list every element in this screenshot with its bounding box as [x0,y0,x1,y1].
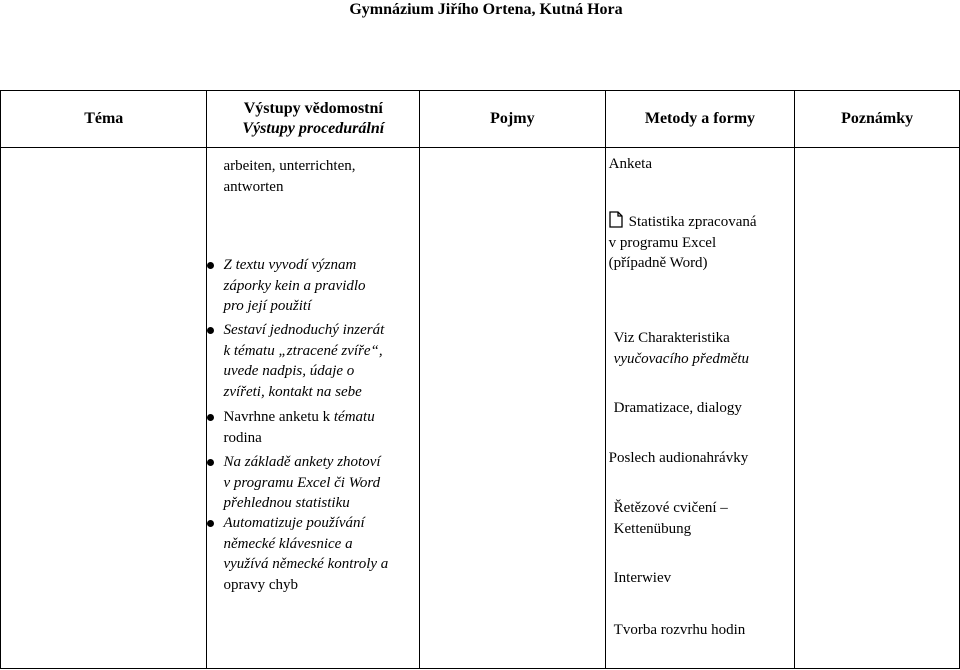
school-title: Gymnázium Jiřího Ortena, Kutná Hora [349,1,623,18]
table-row [1,148,960,669]
metody-dramatizace: Dramatizace, dialogy [613,400,742,416]
viz-line: vyučovacího předmětu [613,350,750,367]
vystupy-intro [223,156,355,197]
statistika-line: v programu Excel [608,234,717,251]
item-line: záporky kein a pravidlo [223,277,366,294]
metody-cell [605,148,795,669]
item-line: pro její použití [223,298,312,314]
bullet-icon [207,520,214,527]
bullet-icon [207,414,214,421]
retezove-line: Řetězové cvičení – [613,500,728,516]
vystupy-header-line2: Výstupy procedurální [242,120,385,137]
poznamky-cell [795,148,960,669]
item-line: Na základě ankety zhotoví [223,454,381,470]
retezove-line: Kettenübung [613,520,692,537]
list-item [223,320,384,402]
vystupy-header-line1: Výstupy vědomostní [243,100,383,117]
curriculum-table [0,90,960,669]
table-header-row [1,91,960,148]
list-item [223,452,380,514]
statistika-line: (případně Word) [608,255,708,271]
tema-cell [1,148,207,669]
metody-poslech: Poslech audionahrávky [608,450,749,466]
item-text-italic: tématu [333,409,375,425]
metody-interview: Interwiev [613,570,672,586]
statistika-line [609,211,757,233]
intro-line: antworten [223,178,284,195]
metody-retezove [614,498,728,539]
pojmy-cell [420,148,606,669]
item-line: využívá německé kontroly a [223,556,389,572]
item-line: Automatizuje používání [223,515,365,531]
column-header-pojmy: Pojmy [420,91,606,148]
list-item [223,255,365,317]
bullet-icon [207,327,214,334]
item-line: zvířeti, kontakt na sebe [223,383,362,400]
item-line: uvede nadpis, údaje o [223,363,355,379]
list-item [223,513,388,595]
item-line: v programu Excel či Word [223,474,381,491]
item-line [223,407,374,428]
column-header-vystupy [207,91,420,148]
document-icon [609,211,623,228]
column-header-poznamky: Poznámky [795,91,960,148]
bullet-icon [207,459,214,466]
intro-line: arbeiten, unterrichten, [223,158,356,174]
metody-anketa: Anketa [608,156,652,172]
viz-line: Viz Charakteristika [613,330,730,346]
statistika-text: Statistika zpracovaná [628,214,757,230]
metody-tvorba: Tvorba rozvrhu hodin [613,622,746,638]
item-line: rodina [223,429,262,446]
column-header-metody: Metody a formy [605,91,795,148]
item-line: přehlednou statistiku [223,495,350,511]
item-line: německé klávesnice a [223,535,353,552]
list-item [223,407,374,448]
metody-viz [614,328,749,369]
item-text: Navrhne anketu k [223,409,334,425]
item-line: Z textu vyvodí význam [223,257,357,273]
item-line: k tématu „ztracené zvíře“, [223,342,383,359]
column-header-tema: Téma [1,91,207,148]
item-line: Sestaví jednoduchý inzerát [223,322,385,338]
bullet-icon [207,262,214,269]
vystupy-cell [207,148,420,669]
item-line: opravy chyb [223,576,299,593]
metody-statistika [609,211,757,274]
